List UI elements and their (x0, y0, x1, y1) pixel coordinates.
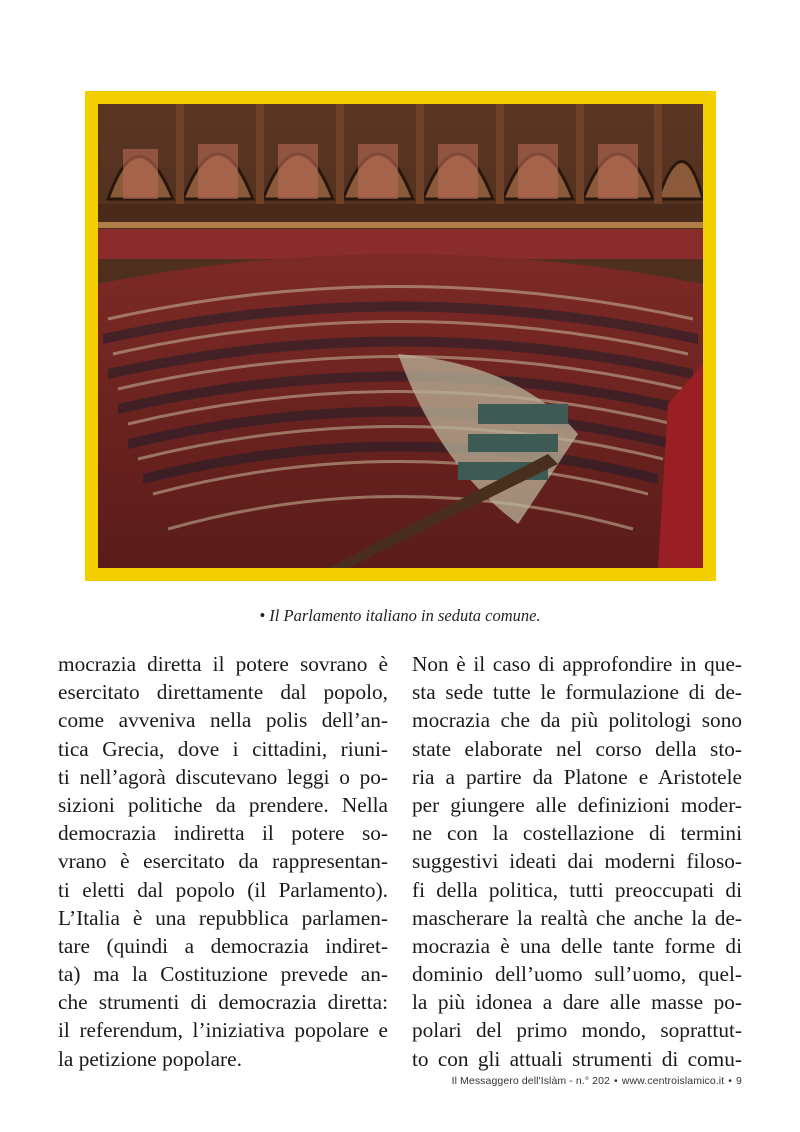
text-line: mocrazia diretta il potere sovrano è (58, 652, 388, 676)
text-line: che strumenti di democrazia diretta: (58, 990, 388, 1015)
text-line: dominio dell’uomo sull’uomo, quel- (412, 962, 742, 987)
text-line: fi della politica, tutti preoccupati di (412, 877, 742, 902)
text-line: come avveniva nella polis dell’an- (58, 708, 388, 733)
parliament-photo (98, 104, 703, 568)
text-line: democrazia indiretta il potere so- (58, 821, 388, 846)
text-line: ria a partire da Platone e Aristotele (412, 764, 742, 789)
page-number: 9 (736, 1075, 742, 1087)
publication-name: Il Messaggero dell'Islàm - n.° 202 (451, 1075, 611, 1087)
text-line: ne con la costellazione di termini (412, 821, 742, 846)
text-line: per giungere alle definizioni moder- (412, 792, 742, 817)
text-line: L’Italia è una repubblica parlamen- (58, 905, 388, 930)
text-line: suggestivi ideati dai moderni filoso- (412, 849, 742, 874)
text-column-left (58, 650, 388, 1073)
footer-separator: • (614, 1075, 618, 1087)
text-line: mocrazia è una delle tante forme di (412, 933, 742, 958)
text-line: la petizione popolare. (58, 1046, 242, 1071)
photo-caption: • Il Parlamento italiano in seduta comune. (259, 606, 541, 625)
text-line: esercitato direttamente dal popolo, (58, 680, 388, 705)
text-line: ta) ma la Costituzione prevede an- (58, 962, 388, 987)
text-line: tica Grecia, dove i cittadini, riuni- (58, 736, 388, 761)
website-link[interactable]: www.centroislamico.it (621, 1075, 725, 1087)
page-footer (452, 1075, 742, 1087)
text-line: mascherare la realtà che anche la de- (412, 905, 742, 930)
text-line: ti nell’agorà discutevano leggi o po- (58, 764, 388, 789)
text-line: sta sede tutte le formulazione di de- (412, 680, 742, 705)
text-line: sizioni politiche da prendere. Nella (58, 792, 388, 817)
text-line: to con gli attuali strumenti di comu- (412, 1046, 742, 1071)
text-line: la più idonea a dare alle masse po- (412, 990, 742, 1015)
text-column-right (412, 650, 742, 1073)
text-line: il referendum, l’iniziativa popolare e (58, 1018, 388, 1043)
text-line: state elaborate nel corso della sto- (412, 736, 742, 761)
text-line: mocrazia che da più politologi sono (412, 708, 742, 733)
text-line: Non è il caso di approfondire in que- (412, 652, 742, 676)
parliament-chamber-illustration (98, 104, 703, 568)
text-line: vrano è esercitato da rappresentan- (58, 849, 388, 874)
footer-separator: • (728, 1075, 733, 1087)
text-line: tare (quindi a democrazia indiret- (58, 933, 388, 958)
photo-frame (85, 91, 716, 581)
text-line: ti eletti dal popolo (il Parlamento). (58, 877, 388, 902)
text-line: polari del primo mondo, soprattut- (412, 1018, 742, 1043)
